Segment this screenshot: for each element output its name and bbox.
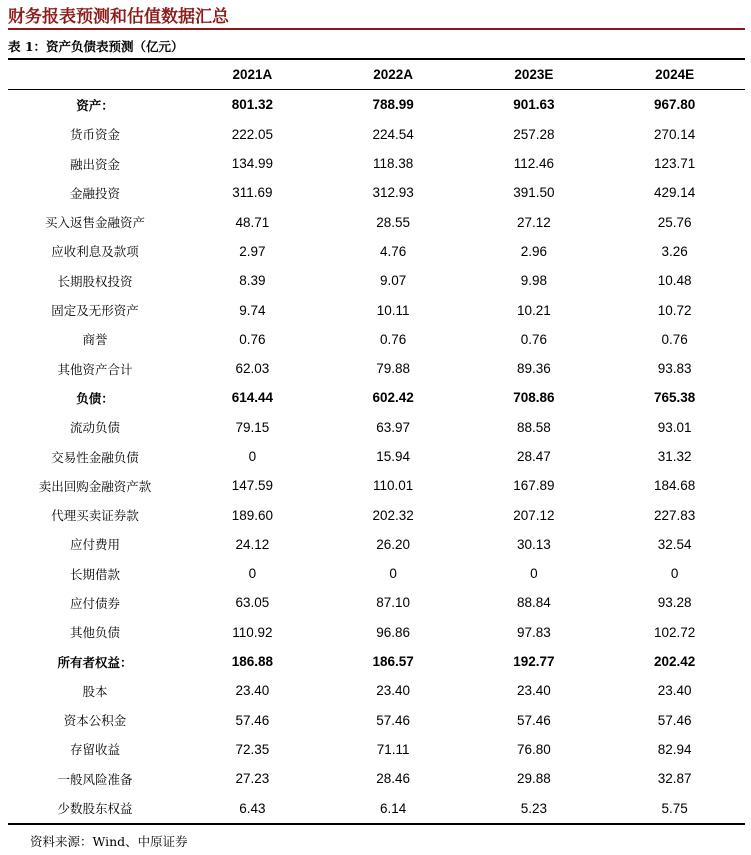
cell-value: 15.94	[376, 449, 411, 464]
cell-value: 23.40	[516, 683, 551, 699]
cell-value: 189.60	[231, 507, 274, 523]
cell-value: 0	[389, 566, 397, 582]
column-header-2024e: 2024E	[604, 60, 745, 90]
cell-value: 28.46	[376, 771, 411, 787]
cell-value: 0.76	[661, 331, 688, 347]
table-row	[8, 266, 745, 295]
cell-value: 88.84	[516, 595, 551, 611]
row-label: 商誉	[82, 332, 108, 348]
cell-value: 123.71	[653, 156, 696, 172]
cell-value: 186.88	[231, 654, 274, 670]
row-label: 其他负债	[69, 625, 120, 641]
cell-value: 5.75	[604, 793, 745, 823]
cell-value: 26.20	[376, 536, 411, 552]
cell-value: 23.40	[657, 683, 692, 699]
cell-value: 71.11	[376, 741, 410, 757]
row-label: 所有者权益：	[57, 654, 133, 670]
cell-value: 29.88	[516, 771, 551, 787]
cell-value: 0.76	[379, 331, 407, 347]
cell-value: 88.58	[516, 419, 551, 435]
table-row	[8, 178, 745, 207]
table-row	[8, 647, 745, 676]
cell-value: 3.26	[661, 243, 688, 259]
cell-value: 801.32	[231, 97, 274, 113]
row-label: 资产：	[76, 97, 114, 113]
table-row	[8, 764, 745, 793]
cell-value: 89.36	[516, 361, 551, 377]
cell-value: 110.92	[232, 624, 273, 640]
row-label: 固定及无形资产	[51, 303, 139, 319]
table-row	[8, 90, 745, 120]
column-header-2022a: 2022A	[323, 60, 464, 90]
table-caption: 表 1：资产负债表预测（亿元）	[8, 39, 184, 54]
cell-value: 167.89	[513, 478, 555, 494]
column-header-2023e: 2023E	[464, 60, 605, 90]
cell-value: 186.57	[372, 654, 414, 670]
cell-value: 9.74	[239, 302, 266, 318]
cell-value: 27.12	[516, 214, 551, 230]
cell-value: 202.32	[372, 507, 414, 523]
row-label: 其他资产合计	[57, 361, 133, 377]
table-row	[8, 149, 745, 178]
cell-value: 76.80	[516, 741, 551, 757]
cell-value: 192.77	[513, 654, 555, 670]
row-label: 应付费用	[69, 537, 120, 553]
table-row	[8, 413, 745, 442]
row-label: 一般风险准备	[57, 771, 133, 787]
cell-value: 118.38	[372, 156, 414, 172]
cell-value: 57.46	[657, 712, 692, 728]
cell-value: 0	[670, 566, 679, 582]
row-label: 应付债券	[69, 595, 120, 611]
source-note: 资料来源：Wind、中原证券	[30, 834, 188, 849]
cell-value: 134.99	[231, 156, 274, 172]
table-row	[8, 237, 745, 266]
cell-value: 63.05	[235, 595, 270, 611]
cell-value: 10.21	[516, 302, 551, 318]
cell-value: 28.55	[376, 214, 411, 230]
cell-value: 30.13	[516, 536, 551, 552]
cell-value: 79.15	[235, 419, 270, 435]
header-row	[8, 60, 745, 90]
table-row	[8, 207, 745, 236]
row-label: 少数股东权益	[8, 793, 182, 823]
column-header-2021a: 2021A	[182, 60, 323, 90]
cell-value: 207.12	[513, 507, 555, 523]
cell-value: 62.03	[235, 361, 270, 377]
cell-value: 2.96	[520, 243, 548, 259]
row-label: 长期股权投资	[57, 273, 133, 289]
cell-value: 312.93	[372, 185, 414, 201]
cell-value: 967.80	[653, 97, 696, 113]
row-label: 负债：	[76, 390, 114, 406]
cell-value: 24.12	[235, 536, 270, 552]
cell-value: 224.54	[372, 126, 414, 142]
row-label: 买入返售金融资产	[44, 215, 145, 231]
table-row	[8, 325, 745, 354]
cell-value: 87.10	[376, 595, 411, 611]
cell-value: 10.48	[657, 273, 692, 289]
cell-value: 97.83	[516, 624, 551, 640]
cell-value: 765.38	[653, 390, 696, 406]
cell-value: 23.40	[235, 683, 270, 699]
cell-value: 708.86	[513, 390, 555, 406]
table-row	[8, 530, 745, 559]
cell-value: 93.01	[657, 419, 692, 435]
cell-value: 82.94	[657, 741, 692, 757]
table-row	[8, 735, 745, 764]
table-row	[8, 471, 745, 500]
row-label: 卖出回购金融资产款	[38, 478, 152, 494]
row-label: 融出资金	[69, 156, 120, 172]
cell-value: 0.76	[239, 331, 266, 347]
cell-value: 5.23	[464, 793, 605, 823]
cell-value: 31.32	[657, 449, 692, 464]
cell-value: 9.07	[379, 273, 407, 289]
cell-value: 48.71	[235, 214, 270, 230]
cell-value: 27.23	[235, 771, 270, 787]
cell-value: 23.40	[376, 683, 411, 699]
cell-value: 96.86	[376, 624, 411, 640]
cell-value: 93.83	[657, 361, 692, 377]
table-row	[8, 793, 745, 823]
cell-value: 0.76	[520, 331, 548, 347]
cell-value: 0	[530, 566, 538, 582]
row-label: 货币资金	[69, 127, 120, 143]
cell-value: 57.46	[235, 712, 270, 728]
cell-value: 788.99	[372, 97, 414, 113]
cell-value: 257.28	[513, 126, 555, 142]
table-row	[8, 676, 745, 705]
cell-value: 391.50	[513, 185, 555, 201]
cell-value: 0	[248, 449, 257, 464]
cell-value: 57.46	[516, 712, 551, 728]
row-label: 资本公积金	[63, 713, 127, 729]
row-label: 应收利息及款项	[51, 244, 139, 260]
cell-value: 10.72	[657, 302, 692, 318]
cell-value: 63.97	[376, 419, 411, 435]
cell-value: 8.39	[239, 273, 266, 289]
cell-value: 112.46	[513, 156, 555, 172]
row-label: 金融投资	[69, 185, 120, 201]
cell-value: 311.69	[232, 185, 273, 201]
cell-value: 614.44	[231, 390, 274, 406]
cell-value: 25.76	[657, 214, 692, 230]
row-label: 存留收益	[69, 742, 120, 758]
cell-value: 147.59	[231, 478, 274, 494]
title-divider	[8, 28, 745, 30]
cell-value: 429.14	[653, 185, 696, 201]
cell-value: 202.42	[653, 654, 696, 670]
row-label: 长期借款	[69, 566, 120, 582]
table-row	[8, 295, 745, 324]
cell-value: 79.88	[376, 361, 411, 377]
cell-value: 32.87	[657, 771, 692, 787]
cell-value: 10.11	[376, 302, 410, 318]
cell-value: 72.35	[235, 741, 270, 757]
table-row	[8, 354, 745, 383]
cell-value: 110.01	[372, 478, 414, 494]
row-label: 流动负债	[69, 420, 120, 436]
table-row	[8, 706, 745, 735]
cell-value: 9.98	[520, 273, 548, 289]
cell-value: 57.46	[376, 712, 411, 728]
row-label: 交易性金融负债	[51, 449, 139, 465]
table-row	[8, 500, 745, 529]
cell-value: 28.47	[516, 449, 551, 464]
table-row	[8, 383, 745, 412]
cell-value: 2.97	[239, 243, 266, 259]
cell-value: 6.14	[323, 793, 464, 823]
balance-sheet-table	[8, 60, 745, 825]
cell-value: 6.43	[182, 793, 323, 823]
column-header-label	[8, 60, 182, 90]
cell-value: 32.54	[657, 536, 692, 552]
table-row	[8, 588, 745, 617]
cell-value: 4.76	[379, 243, 407, 259]
cell-value: 227.83	[653, 507, 696, 523]
table-row	[8, 442, 745, 471]
cell-value: 93.28	[657, 595, 692, 611]
row-label: 股本	[82, 683, 108, 699]
cell-value: 602.42	[372, 390, 414, 406]
table-row	[8, 618, 745, 647]
page-title: 财务报表预测和估值数据汇总	[8, 7, 229, 27]
table-row	[8, 120, 745, 149]
table-body	[8, 90, 745, 824]
table-row	[8, 559, 745, 588]
cell-value: 102.72	[653, 624, 696, 640]
row-label: 代理买卖证券款	[51, 508, 139, 524]
cell-value: 222.05	[231, 126, 274, 142]
cell-value: 184.68	[653, 478, 696, 494]
cell-value: 0	[248, 566, 257, 582]
cell-value: 270.14	[653, 126, 696, 142]
cell-value: 901.63	[513, 97, 555, 113]
